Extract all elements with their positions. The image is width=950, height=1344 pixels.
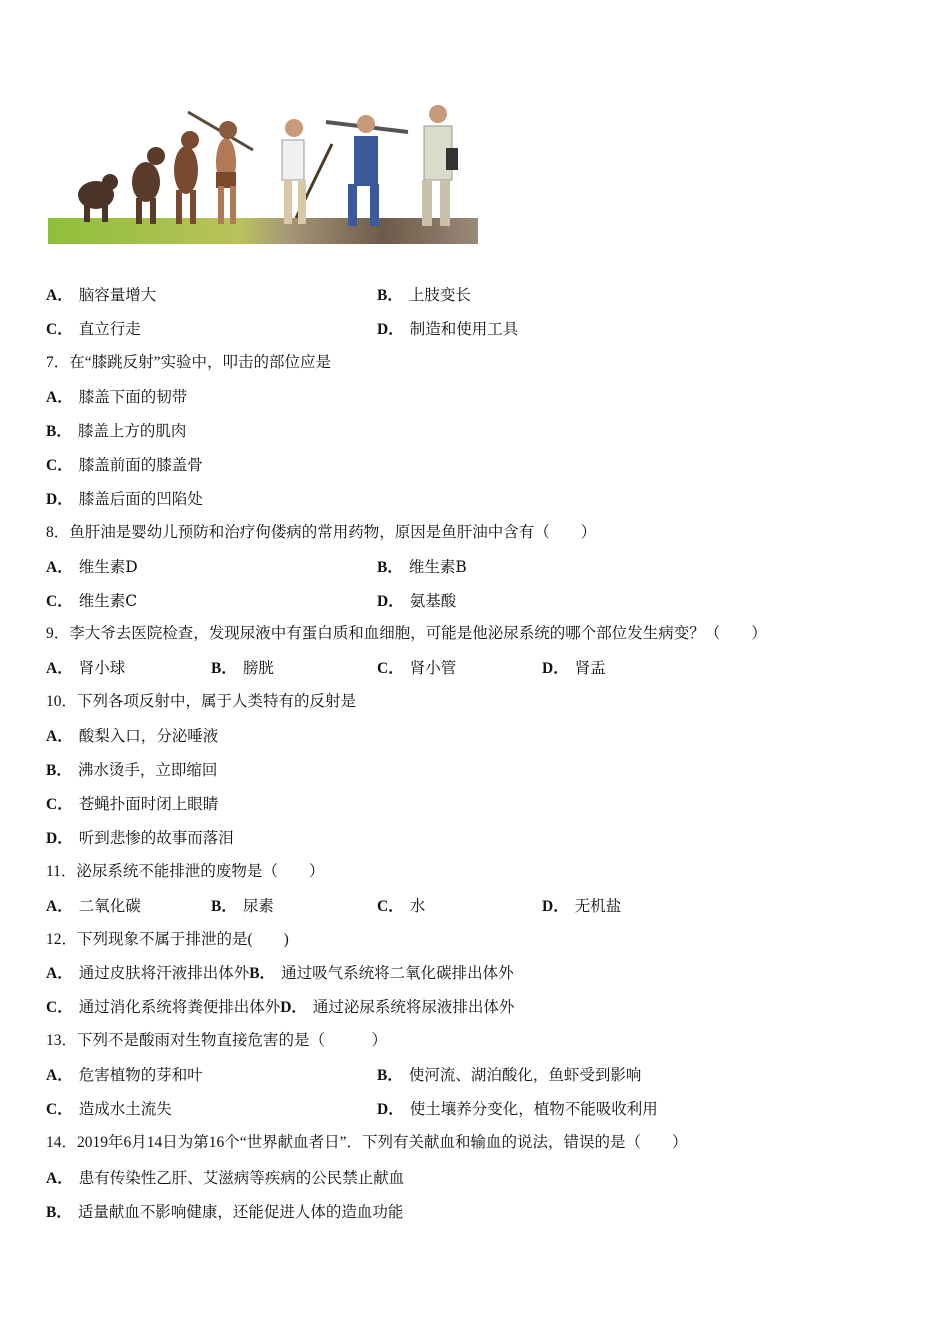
q8-option-d xyxy=(377,591,456,612)
option-letter: B． xyxy=(211,660,237,677)
q12-stem: 12．下列现象不属于排泄的是( ) xyxy=(46,931,289,948)
worker-figure-6 xyxy=(326,115,408,226)
q6-option-c xyxy=(46,319,141,340)
ape-figure-2 xyxy=(132,147,165,224)
option-text: 造成水土流失 xyxy=(78,1100,172,1118)
farmer-figure-5 xyxy=(282,119,332,224)
q9-option-c xyxy=(377,658,456,679)
option-text: 膝盖上方的肌肉 xyxy=(77,422,187,440)
option-text: 膝盖后面的凹陷处 xyxy=(78,490,203,508)
option-letter: A． xyxy=(46,728,73,745)
q10-option-b xyxy=(46,760,217,781)
option-letter: A． xyxy=(46,965,73,982)
option-text: 沸水烫手，立即缩回 xyxy=(77,761,218,779)
modern-human-figure-7 xyxy=(422,105,458,226)
option-letter: B． xyxy=(377,287,403,304)
option-text: 膀胱 xyxy=(242,659,274,677)
hominid-figure-3 xyxy=(174,131,199,224)
q9-option-d xyxy=(542,658,606,679)
option-text: 危害植物的芽和叶 xyxy=(78,1066,203,1084)
option-letter: C． xyxy=(46,321,73,338)
option-text: 制造和使用工具 xyxy=(409,320,519,338)
option-letter: D． xyxy=(542,898,569,915)
option-letter: C． xyxy=(46,796,73,813)
option-text: 听到悲惨的故事而落泪 xyxy=(78,829,234,847)
option-letter: A． xyxy=(46,1170,73,1187)
q10-stem: 10．下列各项反射中，属于人类特有的反射是 xyxy=(46,693,357,710)
q9-stem: 9．李大爷去医院检查，发现尿液中有蛋白质和血细胞，可能是他泌尿系统的哪个部位发生病变？（ ） xyxy=(46,625,767,642)
option-letter: A． xyxy=(46,898,73,915)
q12-options-ab xyxy=(46,963,514,984)
option-letter: D． xyxy=(377,1101,404,1118)
q10-option-c xyxy=(46,794,218,815)
q11-option-b xyxy=(211,896,274,917)
q7-option-d xyxy=(46,489,203,510)
q11-option-d xyxy=(542,896,621,917)
q13-option-d xyxy=(377,1099,658,1120)
q12-options-cd xyxy=(46,997,514,1018)
q7-stem: 7．在“膝跳反射”实验中，叩击的部位应是 xyxy=(46,354,332,371)
q13-option-c xyxy=(46,1099,172,1120)
option-text: 维生素D xyxy=(78,558,138,576)
option-letter: A． xyxy=(46,389,73,406)
option-text: 肾盂 xyxy=(574,659,606,677)
q11-option-c xyxy=(377,896,425,917)
option-text: 水 xyxy=(409,897,426,915)
option-letter: C． xyxy=(46,999,73,1016)
q7-option-b xyxy=(46,421,186,442)
q8-option-a xyxy=(46,557,138,578)
option-text: 肾小球 xyxy=(78,659,126,677)
option-text: 膝盖下面的韧带 xyxy=(78,388,188,406)
q7-option-a xyxy=(46,387,187,408)
option-letter: B． xyxy=(211,898,237,915)
q11-option-a xyxy=(46,896,141,917)
q6-option-d xyxy=(377,319,518,340)
q7-option-c xyxy=(46,455,203,476)
ape-figure-1 xyxy=(78,174,118,222)
q9-option-a xyxy=(46,658,125,679)
option-letter: A． xyxy=(46,660,73,677)
option-text: 通过吸气系统将二氧化碳排出体外 xyxy=(281,964,514,982)
option-text: 维生素B xyxy=(408,558,467,576)
q13-stem: 13．下列不是酸雨对生物直接危害的是（ ） xyxy=(46,1032,388,1049)
option-letter: D． xyxy=(280,999,307,1016)
q8-option-b xyxy=(377,557,467,578)
option-letter: B． xyxy=(377,1067,403,1084)
q6-option-a xyxy=(46,285,156,306)
option-text: 脑容量增大 xyxy=(78,286,157,304)
option-text: 通过皮肤将汗液排出体外 xyxy=(78,964,250,982)
option-letter: C． xyxy=(46,593,73,610)
human-evolution-illustration xyxy=(48,100,478,248)
q9-option-b xyxy=(211,658,274,679)
option-text: 尿素 xyxy=(242,897,274,915)
option-letter: B． xyxy=(46,1204,72,1221)
option-letter: D． xyxy=(377,593,404,610)
option-text: 酸梨入口，分泌唾液 xyxy=(78,727,219,745)
ground-strip xyxy=(48,218,478,244)
option-text: 无机盐 xyxy=(574,897,622,915)
option-text: 使土壤养分变化，植物不能吸收利用 xyxy=(409,1100,658,1118)
option-letter: A． xyxy=(46,559,73,576)
option-text: 使河流、湖泊酸化，鱼虾受到影响 xyxy=(408,1066,642,1084)
option-text: 患有传染性乙肝、艾滋病等疾病的公民禁止献血 xyxy=(78,1169,405,1187)
q6-option-b xyxy=(377,285,471,306)
q14-stem: 14．2019年6月14日为第16个“世界献血者日”．下列有关献血和输血的说法，错误的是（ ） xyxy=(46,1134,688,1151)
option-letter: A． xyxy=(46,1067,73,1084)
option-letter: D． xyxy=(542,660,569,677)
option-letter: B． xyxy=(249,965,276,982)
option-text: 直立行走 xyxy=(78,320,141,338)
q10-option-d xyxy=(46,828,234,849)
option-letter: B． xyxy=(46,423,72,440)
option-text: 适量献血不影响健康，还能促进人体的造血功能 xyxy=(77,1203,404,1221)
option-letter: C． xyxy=(46,1101,73,1118)
option-letter: C． xyxy=(377,898,404,915)
option-letter: D． xyxy=(46,491,73,508)
option-text: 通过消化系统将粪便排出体外 xyxy=(78,998,281,1016)
option-letter: D． xyxy=(46,830,73,847)
q11-stem: 11．泌尿系统不能排泄的废物是（ ） xyxy=(46,863,325,880)
q13-option-a xyxy=(46,1065,203,1086)
option-text: 维生素C xyxy=(78,592,138,610)
option-letter: C． xyxy=(46,457,73,474)
option-text: 苍蝇扑面时闭上眼睛 xyxy=(78,795,219,813)
q13-option-b xyxy=(377,1065,641,1086)
q10-option-a xyxy=(46,726,218,747)
option-text: 二氧化碳 xyxy=(78,897,141,915)
option-letter: A． xyxy=(46,287,73,304)
option-text: 通过泌尿系统将尿液排出体外 xyxy=(312,998,515,1016)
q8-option-c xyxy=(46,591,137,612)
option-letter: C． xyxy=(377,660,404,677)
option-text: 肾小管 xyxy=(409,659,457,677)
option-letter: D． xyxy=(377,321,404,338)
q14-option-b xyxy=(46,1202,403,1223)
option-text: 上肢变长 xyxy=(408,286,471,304)
option-letter: B． xyxy=(46,762,72,779)
option-letter: B． xyxy=(377,559,403,576)
option-text: 氨基酸 xyxy=(409,592,457,610)
q8-stem: 8．鱼肝油是婴幼儿预防和治疗佝偻病的常用药物，原因是鱼肝油中含有（ ） xyxy=(46,524,597,541)
option-text: 膝盖前面的膝盖骨 xyxy=(78,456,203,474)
q14-option-a xyxy=(46,1168,404,1189)
